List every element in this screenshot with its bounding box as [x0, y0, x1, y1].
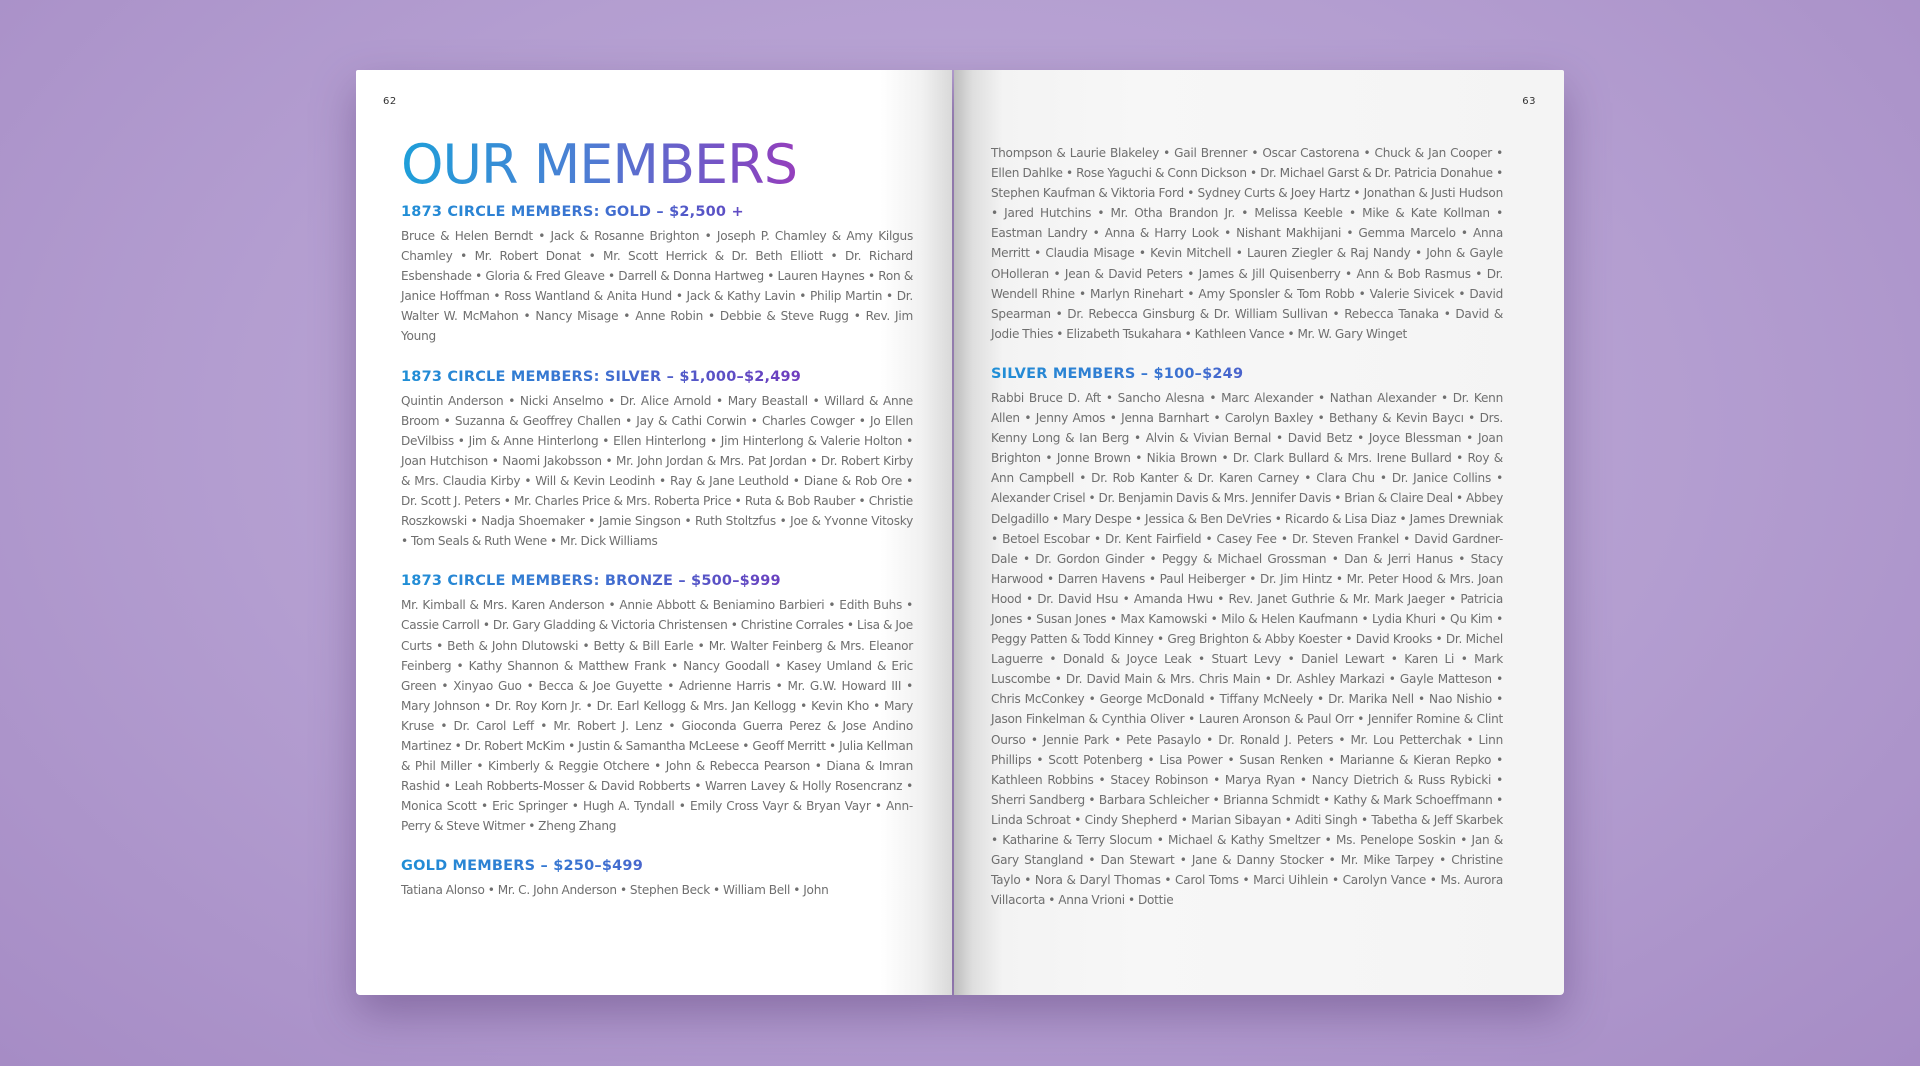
page-title: OUR MEMBERS	[401, 132, 913, 202]
member-names: Rabbi Bruce D. Aft • Sancho Alesna • Marc Alexander • Nathan Alexander • Dr. Kenn Allen • Jenny Amos • Jenna Barnhart • Carolyn Baxley • Bethany & Kevin Baycı • Drs. Kenny Long & Ian Berg • Alvin & Vivian Bernal • David Betz • Joyce Blessman • Joan Brighton • Jonne Brown • Nikia Brown • Dr. Clark Bullard & Mrs. Irene Bullard • Roy & Ann Campbell • Dr. Rob Kanter & Dr. Karen Carney • Clara Chu • Dr. Janice Collins • Alexander Crisel • Dr. Benjamin Davis & Mrs. Jennifer Davis • Brian & Claire Deal • Abbey Delgadillo • Mary Despe • Jessica & Ben DeVries • Ricardo & Lisa Diaz • James Drewniak • Betoel Escobar • Dr. Kent Fairfield • Casey Fee • Dr. Steven Frankel • David Gardner-Dale • Dr. Gordon Ginder • Peggy & Michael Grossman • Dan & Jerri Hanus • Stacy Harwood • Darren Havens • Paul Heiberger • Dr. Jim Hintz • Mr. Peter Hood & Mrs. Joan Hood • Dr. David Hsu • Amanda Hwu • Rev. Janet Guthrie & Mr. Mark Jaeger • Patricia Jones • Susan Jones • Max Kamowski • Milo & Helen Kaufmann • Lydia Khuri • Qu Kim • Peggy Patten & Todd Kinney • Greg Brighton & Abby Koester • David Krooks • Dr. Michel Laguerre • Donald & Joyce Leak • Stuart Levy • Daniel Lewart • Karen Li • Mark Luscombe • Dr. David Main & Mrs. Chris Main • Dr. Ashley Markazi • Gayle Matteson • Chris McConkey • George McDonald • Tiffany McNeely • Dr. Marika Nell • Nao Nishio • Jason Finkelman & Cynthia Oliver • Lauren Aronson & Paul Orr • Jennifer Romine & Clint Ourso • Jennie Park • Pete Pasaylo • Dr. Ronald J. Peters • Mr. Lou Petterchak • Linn Phillips • Scott Potenberg • Lisa Power • Susan Renken • Marianne & Kieran Repko • Kathleen Robbins • Stacey Robinson • Marya Ryan • Nancy Dietrich & Russ Rybicki • Sherri Sandberg • Barbara Schleicher • Brianna Schmidt • Kathy & Mark Schoeffmann • Linda Schroat • Cindy Shepherd • Marian Sibayan • Aditi Singh • Tabetha & Jeff Skarbek • Katharine & Terry Slocum • Michael & Kathy Smeltzer • Ms. Penelope Soskin • Jan & Gary Stangland • Dan Stewart • Jane & Danny Stocker • Mr. Mike Tarpey • Christine Taylo • Nora & Daryl Thomas • Carol Toms • Marci Uihlein • Carolyn Vance • Ms. Aurora Villacorta • Anna Vrioni • Dottie	[991, 390, 1503, 908]
page-number-right: 63	[1522, 96, 1536, 107]
member-names-continued: Thompson & Laurie Blakeley • Gail Brenner • Oscar Castorena • Chuck & Jan Cooper • Ellen Dahlke • Rose Yaguchi & Conn Dickson • Dr. Michael Garst & Dr. Patricia Donahue • Stephen Kaufman & Viktoria Ford • Sydney Curts & Joey Hartz • Jonathan & Justi Hudson • Jared Hutchins • Mr. Otha Brandon Jr. • Melissa Keeble • Mike & Kate Kollman • Eastman Landry • Anna & Harry Look • Nishant Makhijani • Gemma Marcelo • Anna Merritt • Claudia Misage • Kevin Mitchell • Lauren Ziegler & Raj Nandy • John & Gayle OHolleran • Jean & David Peters • James & Jill Quisenberry • Ann & Bob Rasmus • Dr. Wendell Rhine • Marlyn Rinehart • Amy Sponsler & Tom Robb • Valerie Sivicek • David Spearman • Dr. Rebecca Ginsburg & Dr. William Sullivan • Rebecca Tanaka • David & Jodie Thies • Elizabeth Tsukahara • Kathleen Vance • Mr. W. Gary Winget	[991, 146, 1503, 341]
section-circle-silver	[401, 367, 913, 552]
left-page	[356, 70, 952, 995]
section-heading: 1873 CIRCLE MEMBERS: SILVER – $1,000–$2,499	[401, 367, 913, 387]
section-circle-bronze	[401, 571, 913, 836]
booklet-spread	[356, 70, 1564, 995]
right-page-content	[991, 143, 1503, 930]
member-names: Tatiana Alonso • Mr. C. John Anderson • Stephen Beck • William Bell • John	[401, 883, 829, 898]
member-names: Bruce & Helen Berndt • Jack & Rosanne Brighton • Joseph P. Chamley & Amy Kilgus Chamley • Mr. Robert Donat • Mr. Scott Herrick & Dr. Beth Elliott • Dr. Richard Esbenshade • Gloria & Fred Gleave • Darrell & Donna Hartweg • Lauren Haynes • Ron & Janice Hoffman • Ross Wantland & Anita Hund • Jack & Kathy Lavin • Philip Martin • Dr. Walter W. McMahon • Nancy Misage • Anne Robin • Debbie & Steve Rugg • Rev. Jim Young	[401, 229, 913, 344]
section-circle-gold	[401, 202, 913, 347]
section-heading: 1873 CIRCLE MEMBERS: BRONZE – $500–$999	[401, 571, 913, 591]
left-page-content	[401, 132, 913, 921]
member-names: Quintin Anderson • Nicki Anselmo • Dr. Alice Arnold • Mary Beastall • Willard & Anne Broom • Suzanna & Geoffrey Challen • Jay & Cathi Corwin • Charles Cowger • Jo Ellen DeVilbiss • Jim & Anne Hinterlong • Ellen Hinterlong • Jim Hinterlong & Valerie Holton • Joan Hutchison • Naomi Jakobsson • Mr. John Jordan & Mrs. Pat Jordan • Dr. Robert Kirby & Mrs. Claudia Kirby • Will & Kevin Leodinh • Ray & Jane Leuthold • Diane & Rob Ore • Dr. Scott J. Peters • Mr. Charles Price & Mrs. Roberta Price • Ruta & Bob Rauber • Christie Roszkowski • Nadja Shoemaker • Jamie Singson • Ruth Stoltzfus • Joe & Yvonne Vitosky • Tom Seals & Ruth Wene • Mr. Dick Williams	[401, 393, 913, 549]
section-heading: 1873 CIRCLE MEMBERS: GOLD – $2,500 +	[401, 202, 913, 222]
page-number-left: 62	[383, 96, 397, 107]
member-names: Mr. Kimball & Mrs. Karen Anderson • Annie Abbott & Beniamino Barbieri • Edith Buhs • Cassie Carroll • Dr. Gary Gladding & Victoria Christensen • Christine Corrales • Lisa & Joe Curts • Beth & John Dlutowski • Betty & Bill Earle • Mr. Walter Feinberg & Mrs. Eleanor Feinberg • Kathy Shannon & Matthew Frank • Nancy Goodall • Kasey Umland & Eric Green • Xinyao Guo • Becca & Joe Guyette • Adrienne Harris • Mr. G.W. Howard III • Mary Johnson • Dr. Roy Korn Jr. • Dr. Earl Kellogg & Mrs. Jan Kellogg • Kevin Kho • Mary Kruse • Dr. Carol Leff • Mr. Robert J. Lenz • Gioconda Guerra Perez & Jose Andino Martinez • Dr. Robert McKim • Justin & Samantha McLeese • Geoff Merritt • Julia Kellman & Phil Miller • Kimberly & Reggie Otchere • John & Rebecca Pearson • Diana & Imran Rashid • Leah Robberts-Mosser & David Robberts • Warren Lavey & Holly Rosencranz • Monica Scott • Eric Springer • Hugh A. Tyndall • Emily Cross Vayr & Bryan Vayr • Ann-Perry & Steve Witmer • Zheng Zhang	[401, 598, 913, 834]
right-page	[954, 70, 1564, 995]
section-heading: GOLD MEMBERS – $250–$499	[401, 856, 913, 876]
section-gold-members	[401, 856, 913, 900]
section-heading: SILVER MEMBERS – $100–$249	[991, 364, 1503, 384]
section-silver-members	[991, 364, 1503, 910]
